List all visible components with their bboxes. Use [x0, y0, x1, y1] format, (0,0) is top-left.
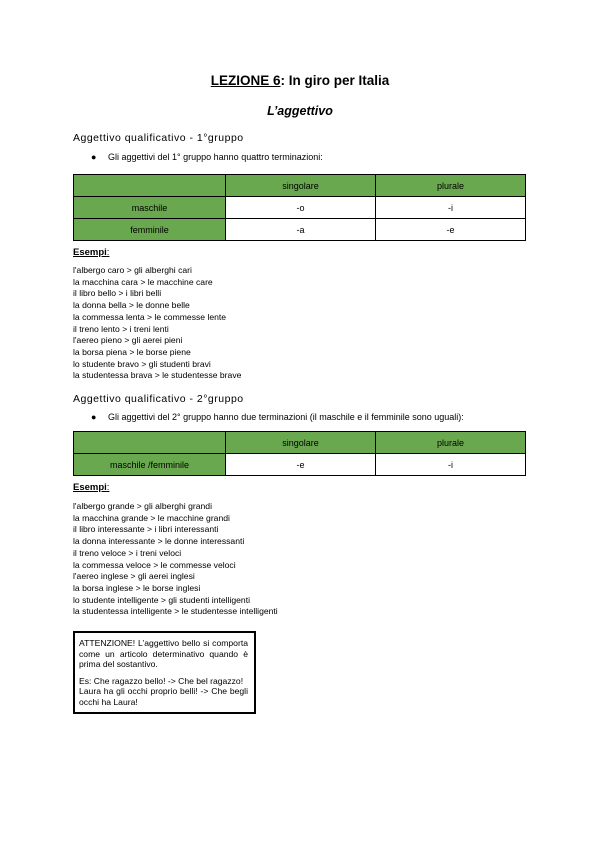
attention-note: ATTENZIONE! L’aggettivo bello si comporta come un articolo determinativo quando è prima del sostantivo.: [79, 638, 248, 669]
esempi-colon: :: [106, 482, 110, 493]
table-header-cell: [74, 432, 226, 454]
table-cell: -e: [376, 219, 526, 241]
group2-bullet: [91, 412, 464, 422]
table-header-cell: singolare: [226, 175, 376, 197]
table-row: [74, 197, 526, 219]
esempi-colon: :: [106, 247, 110, 258]
group2-heading: Aggettivo qualificativo - 2°gruppo: [73, 393, 244, 405]
example-line: la donna bella > le donne belle: [73, 300, 190, 311]
lesson-number: LEZIONE 6: [210, 73, 281, 88]
example-line: il treno veloce > i treni veloci: [73, 547, 182, 558]
group1-esempi-label: [73, 247, 109, 258]
table-cell: -i: [376, 454, 526, 476]
example-line: lo studente intelligente > gli studenti intelligenti: [73, 594, 251, 605]
group1-table: [73, 174, 526, 241]
table-header-cell: plurale: [376, 175, 526, 197]
attention-example-1: Es: Che ragazzo bello! -> Che bel ragazzo!: [79, 675, 244, 686]
example-line: la studentessa intelligente > le studentesse intelligenti: [73, 606, 278, 617]
example-line: il libro bello > i libri belli: [73, 288, 162, 299]
esempi-text: Esempi: [73, 247, 107, 258]
attention-example-2: Laura ha gli occhi proprio belli! -> Che begli occhi ha Laura!: [79, 686, 248, 707]
row-label: maschile: [74, 197, 226, 219]
group2-bullet-text: Gli aggettivi del 2° gruppo hanno due terminazioni (il maschile e il femminile sono uguali):: [108, 412, 464, 422]
esempi-text: Esempi: [73, 482, 107, 493]
group1-examples: [73, 265, 241, 382]
table-cell: -a: [226, 219, 376, 241]
table-cell: -e: [226, 454, 376, 476]
page-title: [0, 73, 600, 88]
example-line: la donna interessante > le donne interessanti: [73, 536, 245, 547]
group2-esempi-label: [73, 482, 109, 493]
attention-box: [73, 631, 256, 714]
table-header-row: [74, 432, 526, 454]
bullet-icon: ●: [91, 412, 97, 422]
group1-bullet-text: Gli aggettivi del 1° gruppo hanno quattro terminazioni:: [108, 152, 323, 162]
example-line: l'albergo grande > gli alberghi grandi: [73, 501, 212, 511]
example-line: la borsa piena > le borse piene: [73, 346, 191, 357]
row-label: maschile /femminile: [74, 454, 226, 476]
bullet-icon: ●: [91, 152, 97, 162]
table-header-cell: singolare: [226, 432, 376, 454]
group1-heading: Aggettivo qualificativo - 1°gruppo: [73, 132, 244, 144]
example-line: il treno lento > i treni lenti: [73, 323, 169, 334]
page-subtitle: L’aggettivo: [267, 104, 333, 118]
example-line: l'aereo pieno > gli aerei pieni: [73, 335, 183, 346]
table-header-cell: plurale: [376, 432, 526, 454]
example-line: la macchina cara > le macchine care: [73, 276, 213, 287]
example-line: la commessa veloce > le commesse veloci: [73, 559, 236, 570]
group1-bullet: [91, 152, 323, 162]
group2-examples: [73, 501, 278, 618]
example-line: la studentessa brava > le studentesse brave: [73, 370, 242, 381]
example-line: la borsa inglese > le borse inglesi: [73, 582, 201, 593]
table-header-cell: [74, 175, 226, 197]
table-row: [74, 219, 526, 241]
table-row: [74, 454, 526, 476]
lesson-title: : In giro per Italia: [280, 73, 390, 88]
example-line: l'aereo inglese > gli aerei inglesi: [73, 571, 195, 582]
attention-example: [79, 676, 248, 708]
table-header-row: [74, 175, 526, 197]
group2-table: [73, 431, 526, 476]
table-cell: -o: [226, 197, 376, 219]
example-line: lo studente bravo > gli studenti bravi: [73, 358, 211, 369]
example-line: il libro interessante > i libri interessanti: [73, 524, 219, 535]
example-line: l'albergo caro > gli alberghi cari: [73, 265, 192, 275]
row-label: femminile: [74, 219, 226, 241]
example-line: la macchina grande > le macchine grandi: [73, 512, 230, 523]
example-line: la commessa lenta > le commesse lente: [73, 311, 227, 322]
table-cell: -i: [376, 197, 526, 219]
